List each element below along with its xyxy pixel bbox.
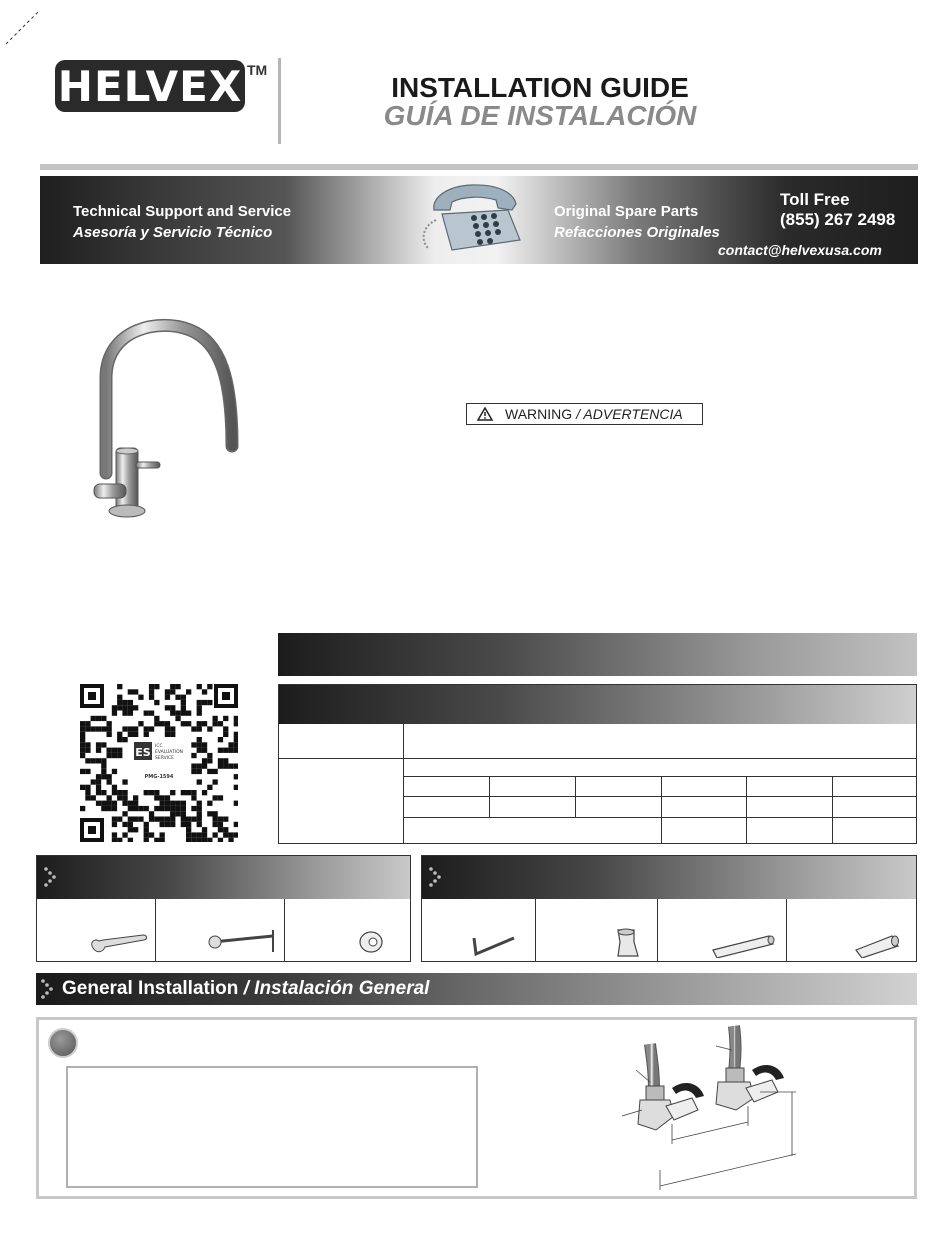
crop-mark [4, 10, 40, 46]
warning-label [466, 403, 703, 425]
stop-valves-diagram [600, 1020, 810, 1192]
teflon-tape-icon [357, 930, 385, 954]
parts-included-header [422, 856, 916, 899]
tools-required-header [37, 856, 410, 899]
step-number-icon [48, 1028, 78, 1058]
support-email-link[interactable]: contact@helvexusa.com [718, 242, 882, 258]
header-divider [278, 58, 281, 144]
specifications-table [278, 684, 917, 844]
header-rule [40, 164, 918, 170]
specifications-header-bar [278, 633, 917, 676]
helvex-logo: HELVEX [55, 60, 245, 112]
spare-parts-label: Original Spare Parts [554, 203, 699, 220]
arrow-dots-icon [40, 978, 54, 1000]
tech-support-label: Technical Support and Service [73, 203, 292, 220]
qr-badge-code: PMG-1594 [144, 774, 174, 780]
tech-support-label-spanish: Asesoría y Servicio Técnico [73, 224, 273, 241]
general-installation-title-es: / Instalación General [243, 978, 430, 999]
specifications-subheader-bar [279, 685, 916, 724]
telephone-icon [412, 180, 530, 260]
step-1-text-box [66, 1066, 478, 1188]
qr-badge-mark: ES [135, 746, 151, 759]
qr-badge-line3: SERVICE [155, 756, 174, 761]
allen-key-icon [470, 932, 518, 958]
pipe-icon [707, 932, 777, 958]
warning-text-spanish: / ADVERTENCIA [576, 406, 683, 422]
parts-included-panel [421, 855, 917, 962]
basin-wrench-icon [203, 928, 283, 960]
general-installation-header [36, 973, 917, 1005]
general-installation-title [62, 978, 429, 1000]
spare-parts-label-spanish: Refacciones Originales [554, 224, 720, 241]
toll-free-label: Toll Free [780, 190, 850, 209]
qr-badge-line2: EVALUATION [155, 750, 184, 755]
adjustable-wrench-icon [87, 932, 149, 958]
warning-icon [475, 407, 495, 421]
qr-badge-line1: ICC [155, 744, 163, 749]
page-title-spanish: GUÍA DE INSTALACIÓN [383, 100, 697, 131]
page-title: INSTALLATION GUIDE [391, 72, 689, 103]
clip-icon [612, 926, 642, 960]
short-pipe-icon [852, 930, 902, 958]
warning-text: WARNING [505, 406, 573, 422]
phone-number[interactable]: (855) 267 2498 [780, 210, 896, 229]
qr-code[interactable] [80, 684, 238, 842]
general-installation-title-en: General Installation [62, 978, 239, 999]
tools-required-panel [36, 855, 411, 962]
faucet-image [80, 318, 240, 528]
arrow-dots-icon [43, 866, 57, 888]
arrow-dots-icon [428, 866, 442, 888]
trademark-symbol: TM [247, 62, 268, 78]
